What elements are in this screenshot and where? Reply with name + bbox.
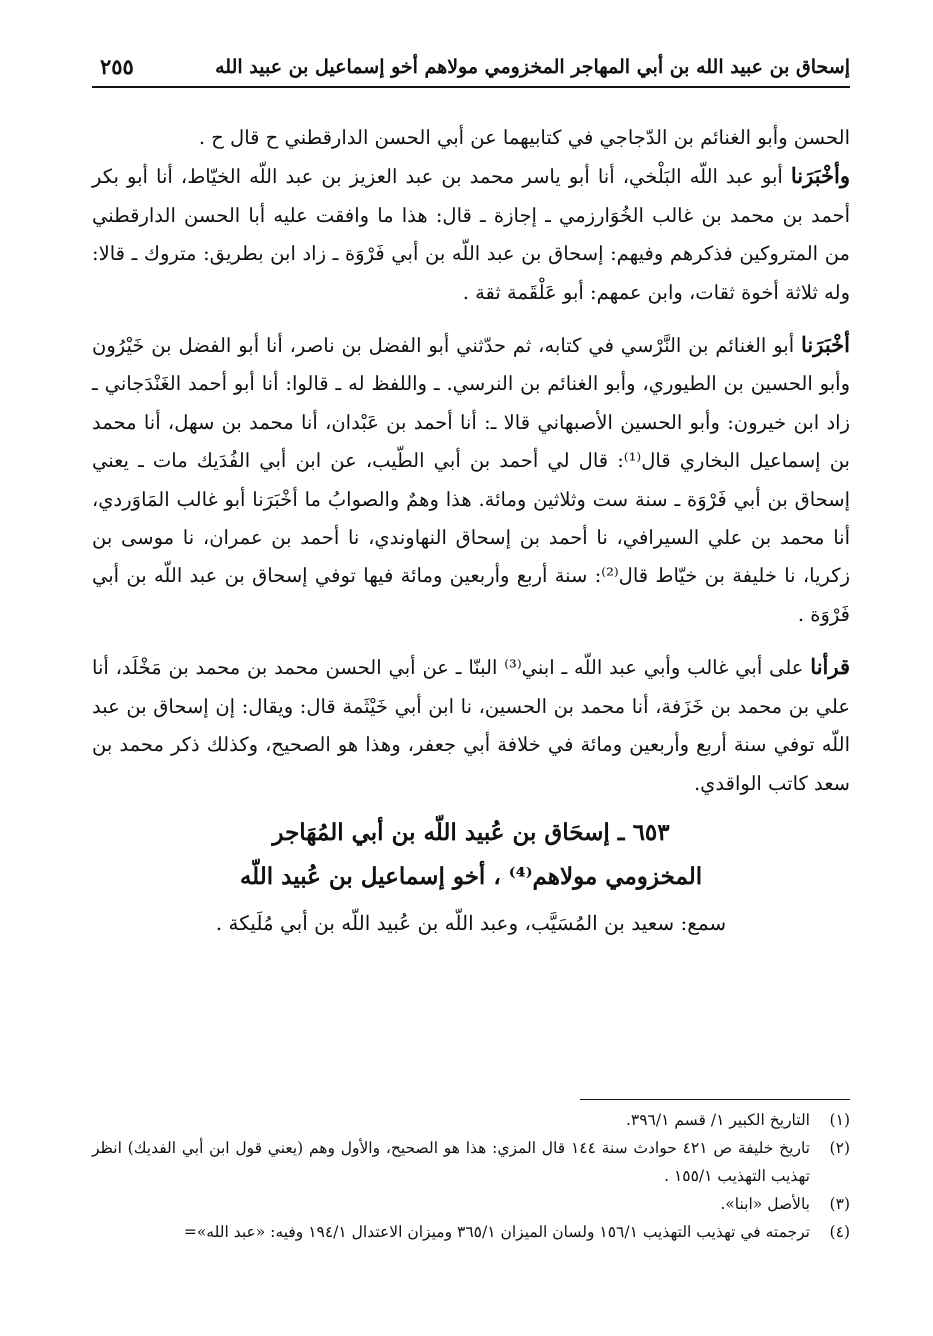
footnote-separator bbox=[580, 1099, 850, 1100]
page-number: ٢٥٥ bbox=[100, 54, 134, 79]
entry-heading-line-1: ٦٥٣ ـ إسحَاق بن عُبيد اللّه بن أبي المُهَاجر bbox=[272, 818, 670, 846]
footnotes bbox=[92, 1106, 850, 1246]
entry-heading-line-2: المخزومي مولاهم⁽⁴⁾ ، أخو إسماعيل بن عُبيد اللّه bbox=[239, 862, 703, 890]
footnote bbox=[92, 1134, 850, 1190]
footnote bbox=[92, 1190, 850, 1218]
footnote-text: ترجمته في تهذيب التهذيب ١٥٦/١ ولسان الميزان ٣٦٥/١ وميزان الاعتدال ١٩٤/١ وفيه: «عبد الله»= bbox=[183, 1223, 810, 1241]
footnote-text: تاريخ خليفة ص ٤٢١ حوادث سنة ١٤٤ قال المزي: هذا هو الصحيح، والأول وهم (يعني قول ابن أبي الفديك) انظر تهذيب التهذيب ١٥٥/١ . bbox=[92, 1139, 810, 1185]
paragraph-text: أبو الغنائم بن النَّرْسي في كتابه، ثم حدّثني أبو الفضل بن ناصر، أنا أبو الفضل بن خَيْرُون وأبو الحسين بن الطيوري، وأبو الغنائم بن النرسي. ـ واللفظ له ـ قالوا: أنا أبو أحمد الغَنْدَجاني ـ زاد ابن خيرون: وأبو الحسين الأصبهاني قالا ـ: أنا أحمد بن عَبْدان، أنا محمد بن سهل، أنا محمد بن إسماعيل البخاري قال⁽¹⁾: قال لي أحمد بن أبي الطّيب، عن ابن أبي الفُدَيك مات ـ يعني إسحاق بن أبي فَرْوَة ـ سنة ست وثلاثين ومائة. هذا وهمٌ والصوابُ ما أخْبَرَنا أبو غالب المَاوَردي، أنا محمد بن علي السيرافي، نا أحمد بن إسحاق النهاوندي، نا أحمد بن عمران، نا موسى بن زكريا، نا خليفة بن خيّاط قال⁽²⁾: سنة أربع وأربعين ومائة فيها توفي إسحاق بن عبد اللّه بن أبي فَرْوَة . bbox=[92, 334, 850, 626]
paragraph-text: على أبي غالب وأبي عبد اللّه ـ ابني⁽³⁾ البنّا ـ عن أبي الحسن محمد بن محمد بن مَخْلَد، أنا علي بن محمد بن خَزَفة، أنا محمد بن الحسين، نا ابن أبي خَيْثَمة قال: ويقال: إن إسحاق بن عبد اللّه توفي سنة أربع وأربعين ومائة في خلافة أبي جعفر، وهذا هو الصحيح، وكذلك ذكر محمد بن سعد كاتب الواقدي. bbox=[92, 656, 850, 795]
footnote bbox=[92, 1106, 850, 1134]
footnote-text: التاريخ الكبير ١/ قسم ٣٩٦/١. bbox=[625, 1111, 810, 1129]
footnote-number: (٤) bbox=[829, 1223, 850, 1241]
footnote-number: (٣) bbox=[829, 1195, 850, 1213]
running-header bbox=[92, 52, 850, 88]
footnote bbox=[92, 1218, 850, 1246]
footnote-number: (٢) bbox=[829, 1139, 850, 1157]
paragraph-lead: أخْبَرَنا bbox=[801, 332, 850, 358]
paragraph bbox=[92, 326, 850, 634]
paragraph-lead: وأخْبَرَنا bbox=[790, 163, 850, 189]
paragraph-lead: قرأنا bbox=[810, 654, 850, 680]
paragraph bbox=[92, 118, 850, 157]
paragraph bbox=[92, 157, 850, 312]
main-text bbox=[92, 118, 850, 943]
footnote-number: (١) bbox=[829, 1111, 850, 1129]
footnote-text: بالأصل «ابنا». bbox=[720, 1195, 810, 1213]
paragraph bbox=[92, 648, 850, 803]
running-title: إسحاق بن عبيد الله بن أبي المهاجر المخزومي مولاهم أخو إسماعيل بن عبيد الله bbox=[215, 56, 850, 78]
paragraph-text: أبو عبد اللّه البَلْخي، أنا أبو ياسر محمد بن عبد العزيز بن عبد اللّه الخيّاط، أنا أبو بكر أحمد بن محمد بن غالب الخُوَارزمي ـ إجازة ـ قال: هذا ما وافقت عليه أبا الحسن الدارقطني من المتروكين فذكرهم وفيهم: إسحاق بن عبد اللّه بن أبي فَرْوَة ـ زاد ابن بطريق: متروك ـ قالا: وله ثلاثة أخوة ثقات، وابن عمهم: أبو عَلْقَمة ثقة . bbox=[92, 165, 850, 304]
entry-heard-from: سمع: سعيد بن المُسَيَّب، وعبد اللّه بن عُبيد اللّه بن أبي مُلَيكة . bbox=[215, 910, 727, 935]
entry-heading bbox=[92, 811, 850, 899]
paragraph-text: الحسن وأبو الغنائم بن الدّجاجي في كتابيهما عن أبي الحسن الدارقطني ح قال ح . bbox=[198, 126, 850, 149]
